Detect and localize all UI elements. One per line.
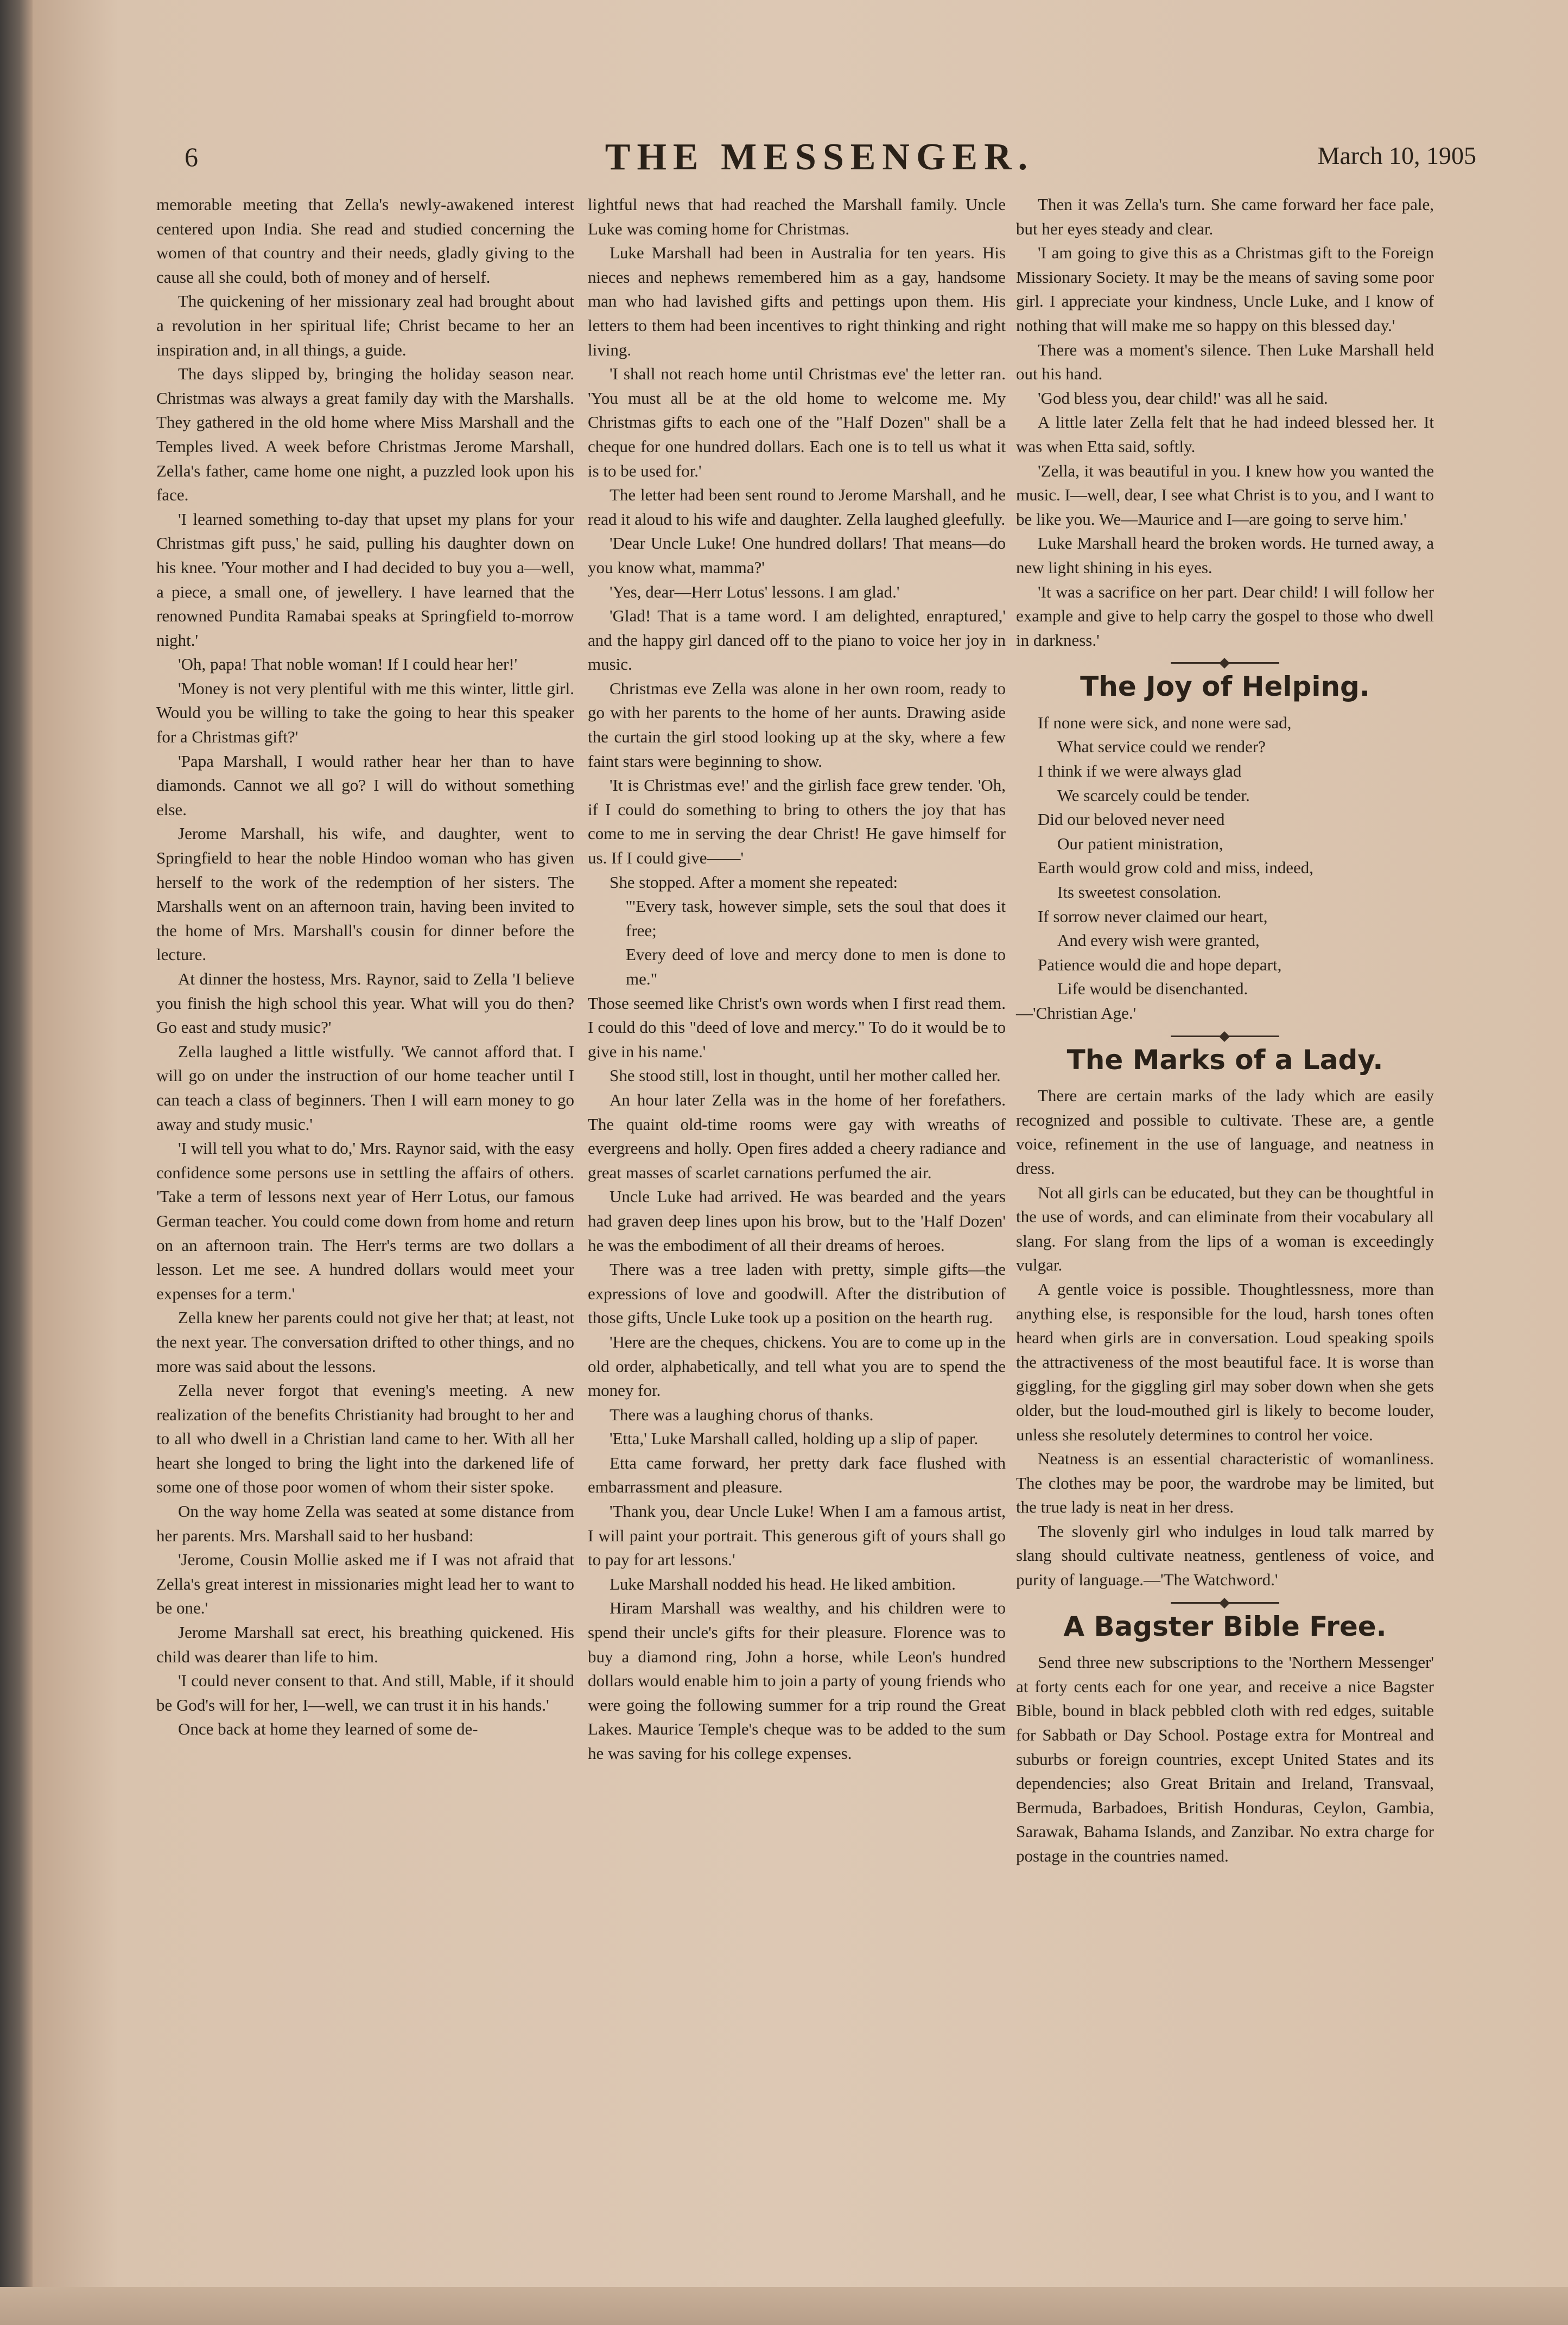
paragraph: 'I learned something to-day that upset my plans for your Christmas gift puss,' he said, pulling his daughter down on his knee. 'Your mother and I had decided to buy you a—well, a piece, a small one, of jewellery. I have learned that the renowned Pundita Ramabai speaks at Springfield to-morrow night.' — [156, 509, 574, 650]
issue-date: March 10, 1905 — [1317, 142, 1476, 169]
paragraph: There was a laughing chorus of thanks. — [610, 1405, 874, 1424]
poem-line: Patience would die and hope depart, — [1038, 955, 1282, 974]
column-1 — [156, 193, 574, 1742]
paragraph: Not all girls can be educated, but they can be thoughtful in the use of words, and can eliminate from their vocabulary all slang. For slang from the lips of a woman is exceedingly vulgar. — [1016, 1183, 1434, 1275]
paragraph: The days slipped by, bringing the holiday season near. Christmas was always a great family day with the Marshalls. They gathered in the old home where Miss Marshall and the Temples lived. A week before Christmas Jerome Marshall, Zella's father, came home one night, a puzzled look upon his face. — [156, 364, 574, 505]
paragraph: Zella knew her parents could not give her that; at least, not the next year. The conversation drifted to other things, and no more was said about the lessons. — [156, 1308, 574, 1376]
paragraph: Luke Marshall heard the broken words. He turned away, a new light shining in his eyes. — [1016, 533, 1434, 577]
poem-body — [1038, 711, 1434, 1001]
paragraph: 'I am going to give this as a Christmas gift to the Foreign Missionary Society. It may be the means of saving some poor girl. I appreciate your kindness, Uncle Luke, and I know of nothing that will make me so happy on this blessed day.' — [1016, 243, 1434, 335]
column-3 — [1016, 193, 1434, 1869]
paragraph: Zella never forgot that evening's meeting. A new realization of the benefits Christianity had brought to her and to all who dwell in a Christian land came to her. With all her heart she longed to bring the light into the darkened life of some one of those poor women of whom their sister spoke. — [156, 1381, 574, 1497]
poem-line: What service could we render? — [1057, 737, 1266, 757]
paragraph: Those seemed like Christ's own words when I first read them. I could do this "deed of love and mercy." To do it would be to give in his name.' — [588, 993, 1006, 1061]
poem-title: The Joy of Helping. — [1080, 671, 1370, 703]
paragraph: 'I will tell you what to do,' Mrs. Raynor said, with the easy confidence some persons use in settling the affairs of others. 'Take a term of lessons next year of Herr Lotus, our famous German teacher. You could come down from home and return on an afternoon train. The Herr's terms are two dollars a lesson. Let me see. A hundred dollars would meet your expenses for a term.' — [156, 1139, 574, 1303]
paragraph: 'Glad! That is a tame word. I am delighted, enraptured,' and the happy girl danced off to the piano to voice her joy in music. — [588, 606, 1006, 674]
paragraph: 'God bless you, dear child!' was all he said. — [1038, 388, 1328, 408]
paragraph: She stopped. After a moment she repeated: — [610, 872, 898, 892]
poem-line: If sorrow never claimed our heart, — [1038, 906, 1268, 926]
paragraph: 'It was a sacrifice on her part. Dear child! I will follow her example and give to help carry the gospel to those who dwell in darkness.' — [1016, 582, 1434, 650]
paragraph: The slovenly girl who indulges in loud talk marred by slang should cultivate neatness, gentleness of voice, and purity of language.—'The Watchword.' — [1016, 1521, 1434, 1590]
poem-line: Our patient ministration, — [1057, 834, 1223, 853]
paragraph: 'Jerome, Cousin Mollie asked me if I was not afraid that Zella's great interest in missionaries might lead her to want to be one.' — [156, 1550, 574, 1618]
paragraph: Zella laughed a little wistfully. 'We cannot afford that. I will go on under the instruction of our home teacher until I can teach a class of beginners. Then I will earn money to go away and study music.' — [156, 1041, 574, 1134]
page-number: 6 — [185, 142, 198, 172]
paragraph: Neatness is an essential characteristic of womanliness. The clothes may be poor, the wardrobe may be limited, but the true lady is neat in her dress. — [1016, 1449, 1434, 1517]
paragraph: Then it was Zella's turn. She came forward her face pale, but her eyes steady and clear. — [1016, 195, 1434, 238]
section-divider — [1171, 1602, 1279, 1604]
notice-title: A Bagster Bible Free. — [1063, 1610, 1387, 1642]
paragraph: At dinner the hostess, Mrs. Raynor, said to Zella 'I believe you finish the high school this year. What will you do then? Go east and study music?' — [156, 969, 574, 1037]
paragraph: 'Etta,' Luke Marshall called, holding up a slip of paper. — [610, 1429, 979, 1449]
poem-line: Did our beloved never need — [1038, 810, 1225, 829]
paragraph: lightful news that had reached the Marshall family. Uncle Luke was coming home for Christmas. — [588, 195, 1006, 238]
paragraph: There was a tree laden with pretty, simple gifts—the expressions of love and goodwill. After the distribution of those gifts, Uncle Luke took up a position on the hearth rug. — [588, 1260, 1006, 1327]
poem-line: And every wish were granted, — [1057, 931, 1260, 950]
verse-line: '"Every task, however simple, sets the soul that does it free; — [626, 897, 1006, 940]
poem-line: I think if we were always glad — [1038, 761, 1242, 781]
poem-line: If none were sick, and none were sad, — [1038, 713, 1292, 732]
paragraph: 'Dear Uncle Luke! One hundred dollars! That means—do you know what, mamma?' — [588, 533, 1006, 577]
paragraph: Etta came forward, her pretty dark face flushed with embarrassment and pleasure. — [588, 1453, 1006, 1497]
paragraph: An hour later Zella was in the home of her forefathers. The quaint old-time rooms were gay with wreaths of evergreens and holly. Open fires added a cheery radiance and great masses of scarlet carnations perfumed the air. — [588, 1090, 1006, 1182]
poem-line: Its sweetest consolation. — [1057, 882, 1222, 902]
paragraph: 'Oh, papa! That noble woman! If I could hear her!' — [178, 655, 518, 674]
paragraph: 'It is Christmas eve!' and the girlish face grew tender. 'Oh, if I could do something to bring to others the joy that has come to me in serving the dear Christ! He gave himself for us. If I could give——' — [588, 776, 1006, 868]
poem-line: Life would be disenchanted. — [1057, 979, 1248, 999]
paragraph: A gentle voice is possible. Thoughtlessness, more than anything else, is responsible for the loud, harsh tones often heard when girls are in conversation. Loud speaking spoils the attractiveness of the most beautiful face. It is worse than giggling, for the giggling girl may sober down when she gets older, but the loud-mouthed girl is likely to become louder, unless she resolutely determines to control her voice. — [1016, 1279, 1434, 1444]
paragraph: 'Here are the cheques, chickens. You are to come up in the old order, alphabetically, and tell what you are to spend the money for. — [588, 1332, 1006, 1400]
paragraph: Uncle Luke had arrived. He was bearded and the years had graven deep lines upon his brow, but to the 'Half Dozen' he was the embodiment of all their dreams of heroes. — [588, 1187, 1006, 1255]
poem-line: We scarcely could be tender. — [1057, 785, 1250, 805]
paragraph: Once back at home they learned of some de- — [178, 1719, 478, 1739]
paragraph: Send three new subscriptions to the 'Northern Messenger' at forty cents each for one year, and receive a nice Bagster Bible, bound in black pebbled cloth with red edges, suitable for Sabbath or Day School. Postage extra for Montreal and suburbs or foreign countries, except United States and its dependencies; also Great Britain and Ireland, Transvaal, Bermuda, Barbadoes, British Honduras, Ceylon, Gambia, Sarawak, Bahama Islands, and Zanzibar. No extra charge for postage in the countries named. — [1016, 1653, 1434, 1865]
paragraph: The letter had been sent round to Jerome Marshall, and he read it aloud to his wife and daughter. Zella laughed gleefully. — [588, 485, 1006, 529]
article-title: The Marks of a Lady. — [1067, 1044, 1383, 1076]
column-2 — [588, 193, 1006, 1766]
paragraph: The quickening of her missionary zeal had brought about a revolution in her spiritual life; Christ became to her an inspiration and, in all things, a guide. — [156, 291, 574, 359]
paragraph: She stood still, lost in thought, until her mother called her. — [610, 1066, 1001, 1085]
paragraph: 'I shall not reach home until Christmas eve' the letter ran. 'You must all be at the old home to welcome me. My Christmas gifts to each one of the "Half Dozen" shall be a cheque for one hundred dollars. Each one is to tell us what it is to be used for.' — [588, 364, 1006, 480]
page-bottom-edge — [0, 2287, 1568, 2325]
paragraph: 'Yes, dear—Herr Lotus' lessons. I am glad.' — [610, 582, 900, 601]
paragraph: 'I could never consent to that. And still, Mable, if it should be God's will for her, I—well, we can trust it in his hands.' — [156, 1671, 574, 1714]
poem-attribution: —'Christian Age.' — [1016, 1003, 1137, 1022]
paragraph: On the way home Zella was seated at some distance from her parents. Mrs. Marshall said to her husband: — [156, 1502, 574, 1545]
paragraph: Luke Marshall nodded his head. He liked ambition. — [610, 1574, 956, 1593]
paragraph: There was a moment's silence. Then Luke Marshall held out his hand. — [1016, 340, 1434, 384]
paragraph: Jerome Marshall, his wife, and daughter, went to Springfield to hear the noble Hindoo woman who has given herself to the work of the redemption of her sisters. The Marshalls went on an afternoon train, having been invited to the home of Mrs. Marshall's cousin for dinner before the lecture. — [156, 824, 574, 964]
page-header — [163, 136, 1476, 185]
paragraph: Hiram Marshall was wealthy, and his children were to spend their uncle's gifts for their pleasure. Florence was to buy a diamond ring, John a horse, while Leon's hundred dollars would enable him to join a party of young friends who were going the following summer for a trip round the Great Lakes. Maurice Temple's cheque was to be added to the sum he was saving for his college expenses. — [588, 1598, 1006, 1763]
section-divider — [1171, 1036, 1279, 1037]
paragraph: memorable meeting that Zella's newly-awakened interest centered upon India. She read and studied concerning the women of that country and their needs, gladly giving to the cause all she could, both of money and of herself. — [156, 195, 574, 287]
masthead-title: THE MESSENGER. — [605, 136, 1034, 178]
paragraph: Jerome Marshall sat erect, his breathing quickened. His child was dearer than life to him. — [156, 1623, 574, 1666]
paragraph: There are certain marks of the lady which are easily recognized and possible to cultivate. These are, a gentle voice, refinement in the use of language, and neatness in dress. — [1016, 1086, 1434, 1178]
binding-spine — [0, 0, 33, 2325]
section-divider — [1171, 662, 1279, 664]
paragraph: 'Money is not very plentiful with me this winter, little girl. Would you be willing to take the going to hear this speaker for a Christmas gift?' — [156, 678, 574, 747]
poem-line: Earth would grow cold and miss, indeed, — [1038, 858, 1313, 878]
paragraph: Christmas eve Zella was alone in her own room, ready to go with her parents to the home of her aunts. Drawing aside the curtain the girl stood looking up at the sky, where a few faint stars were beginning to show. — [588, 678, 1006, 771]
paragraph: A little later Zella felt that he had indeed blessed her. It was when Etta said, softly. — [1016, 412, 1434, 456]
paragraph: 'Papa Marshall, I would rather hear her than to have diamonds. Cannot we all go? I will do without something else. — [156, 751, 574, 819]
paragraph: 'Zella, it was beautiful in you. I knew how you wanted the music. I—well, dear, I see what Christ is to you, and I want to be like you. We—Maurice and I—are going to serve him.' — [1016, 461, 1434, 529]
paragraph: Luke Marshall had been in Australia for ten years. His nieces and nephews remembered him as a gay, handsome man who had lavished gifts and pettings upon them. His letters to them had been incentives to right thinking and right living. — [588, 243, 1006, 359]
verse-line: Every deed of love and mercy done to men is done to me." — [626, 945, 1006, 988]
paragraph: 'Thank you, dear Uncle Luke! When I am a famous artist, I will paint your portrait. This generous gift of yours shall go to pay for art lessons.' — [588, 1502, 1006, 1570]
